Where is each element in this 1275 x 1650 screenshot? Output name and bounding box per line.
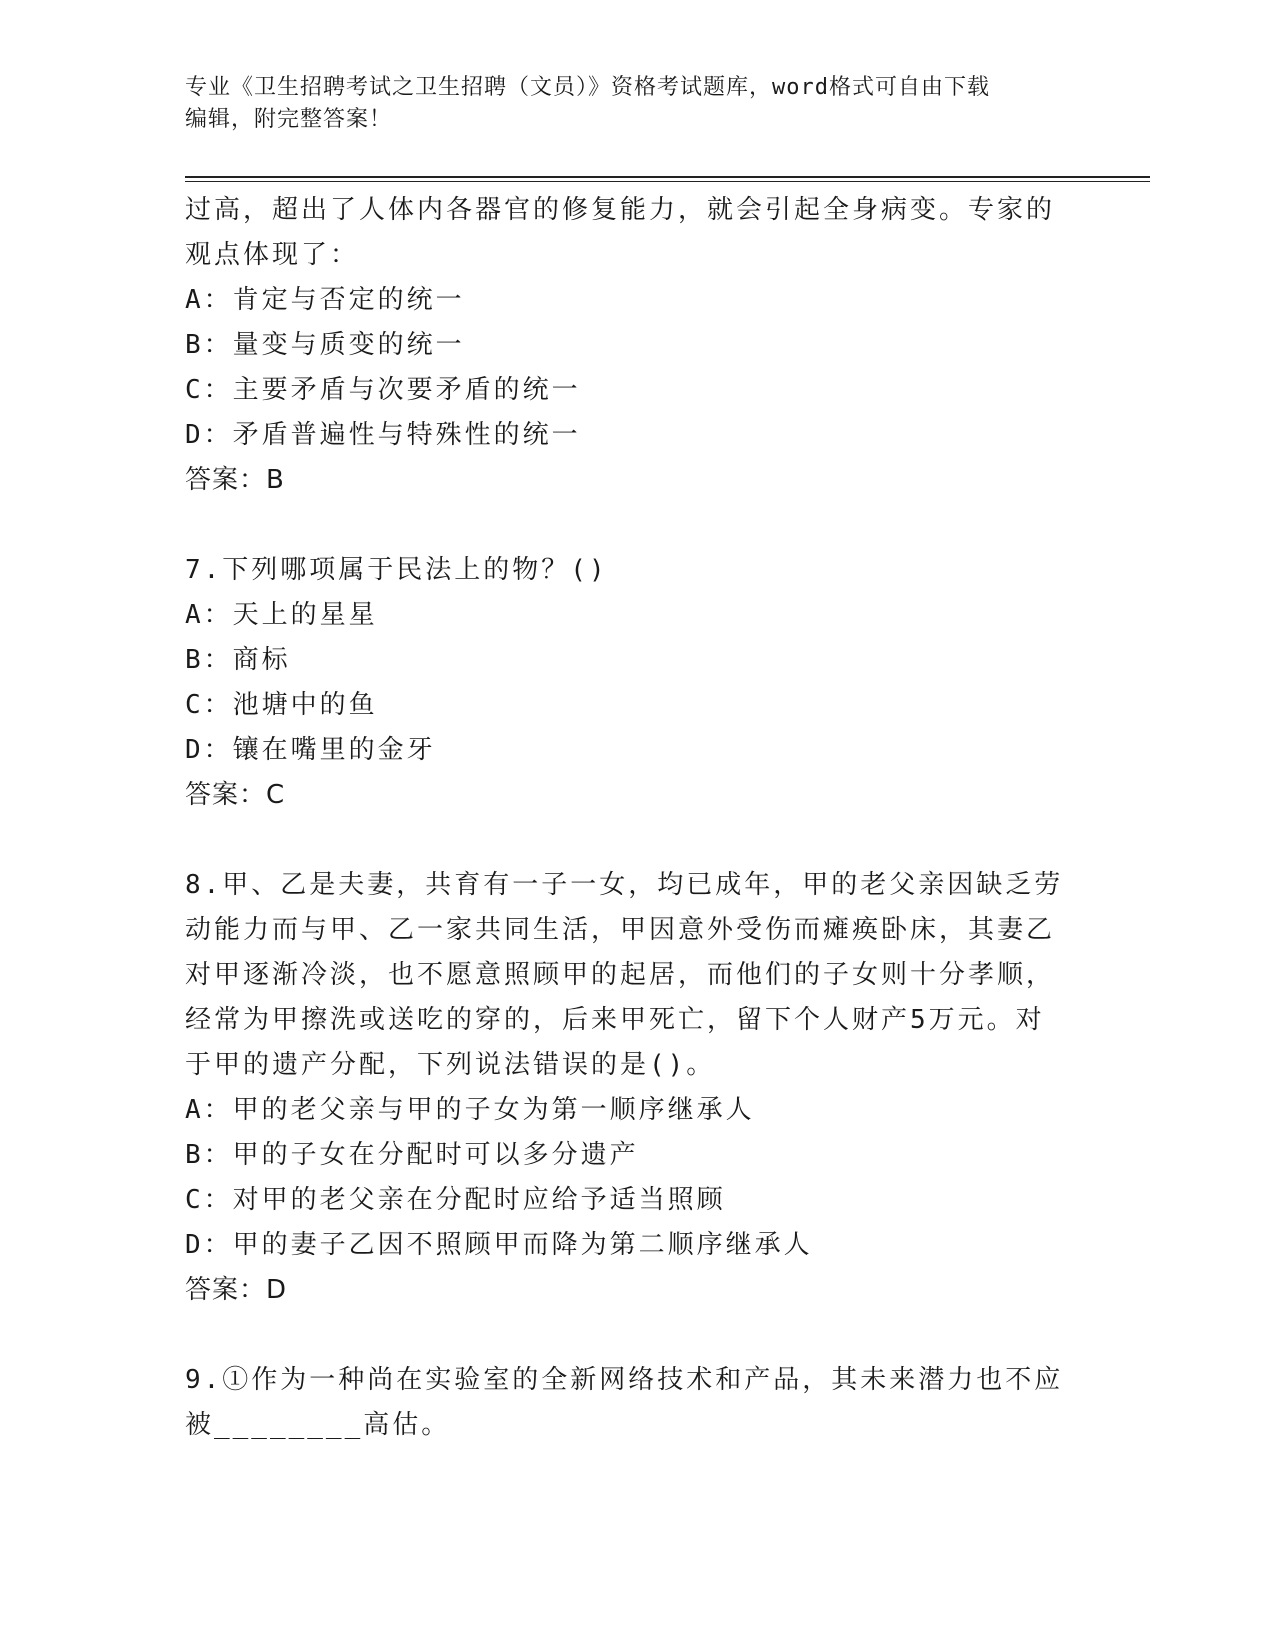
header-divider-thick	[185, 176, 1150, 178]
question-9	[185, 1358, 1085, 1448]
option-c: C：池塘中的鱼	[185, 690, 378, 720]
option-a: A：肯定与否定的统一	[185, 285, 465, 315]
question-6	[185, 188, 1085, 503]
spacer	[185, 818, 1085, 863]
option-d: D：矛盾普遍性与特殊性的统一	[185, 420, 581, 450]
header-line-2: 编辑，附完整答案！	[185, 107, 393, 132]
header-divider-thin	[185, 181, 1150, 182]
answer-label: 答案：C	[185, 780, 286, 810]
option-a: A：天上的星星	[185, 600, 378, 630]
question-7	[185, 548, 1085, 818]
answer-label: 答案：D	[185, 1275, 288, 1305]
question-stem-line: 9.①作为一种尚在实验室的全新网络技术和产品，其未来潜力也不应	[185, 1365, 1064, 1395]
option-b: B：量变与质变的统一	[185, 330, 465, 360]
answer-label: 答案：B	[185, 465, 285, 495]
option-b: B：商标	[185, 645, 291, 675]
question-stem-line: 过高，超出了人体内各器官的修复能力，就会引起全身病变。专家的	[185, 195, 1056, 225]
question-stem-line: 被________高估。	[185, 1410, 451, 1440]
spacer	[185, 1313, 1085, 1358]
question-8	[185, 863, 1085, 1313]
option-c: C：主要矛盾与次要矛盾的统一	[185, 375, 581, 405]
question-stem-line: 动能力而与甲、乙一家共同生活，甲因意外受伤而瘫痪卧床，其妻乙	[185, 915, 1056, 945]
question-content	[185, 188, 1085, 1448]
question-stem-line: 8.甲、乙是夫妻，共育有一子一女，均已成年，甲的老父亲因缺乏劳	[185, 870, 1064, 900]
option-b: B：甲的子女在分配时可以多分遗产	[185, 1140, 639, 1170]
question-stem-line: 7.下列哪项属于民法上的物？()	[185, 555, 608, 585]
document-header	[185, 72, 1085, 136]
question-stem-line: 于甲的遗产分配，下列说法错误的是()。	[185, 1050, 716, 1080]
option-d: D：镶在嘴里的金牙	[185, 735, 436, 765]
spacer	[185, 503, 1085, 548]
question-stem-line: 对甲逐渐冷淡，也不愿意照顾甲的起居，而他们的子女则十分孝顺，	[185, 960, 1056, 990]
header-line-1: 专业《卫生招聘考试之卫生招聘（文员）》资格考试题库，word格式可自由下载	[185, 75, 990, 100]
question-stem-line: 观点体现了：	[185, 240, 360, 270]
question-stem-line: 经常为甲擦洗或送吃的穿的，后来甲死亡，留下个人财产5万元。对	[185, 1005, 1045, 1035]
option-a: A：甲的老父亲与甲的子女为第一顺序继承人	[185, 1095, 755, 1125]
option-d: D：甲的妻子乙因不照顾甲而降为第二顺序继承人	[185, 1230, 813, 1260]
option-c: C：对甲的老父亲在分配时应给予适当照顾	[185, 1185, 726, 1215]
